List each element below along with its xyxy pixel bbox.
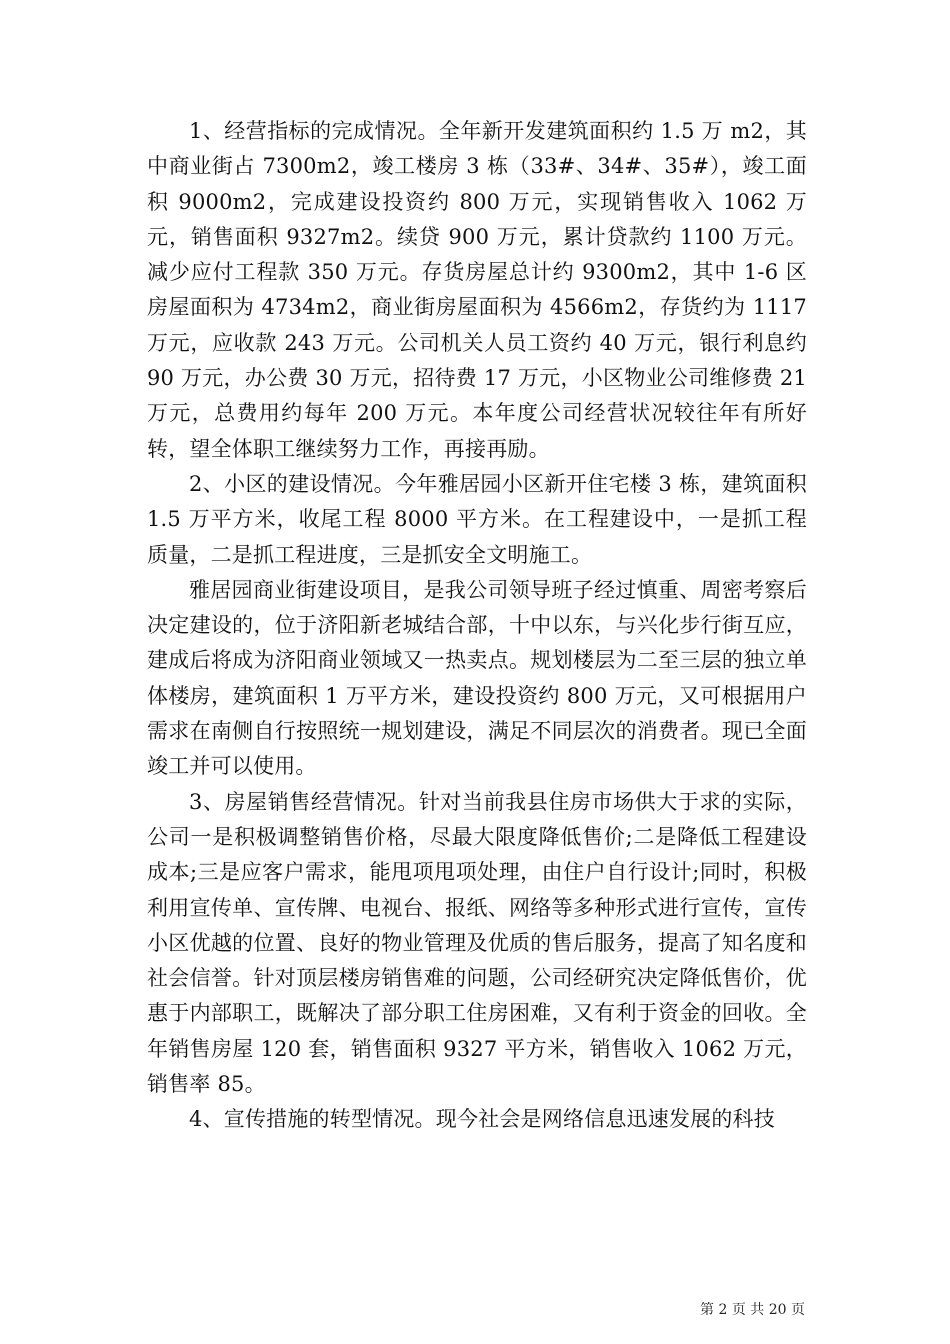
paragraph-operating-indicators: 1、经营指标的完成情况。全年新开发建筑面积约 1.5 万 m2，其中商业街占 7300m2，竣工楼房 3 栋（33#、34#、35#），竣工面积 9000m2，完成建设投资约 800 万元，实现销售收入 1062 万元，销售面积 9327m2。续贷 900 万元，累计贷款约 1100 万元。减少应付工程款 350 万元。存货房屋总计约 9300m2，其中 1-6 区房屋面积为 4734m2，商业街房屋面积为 4566m2，存货约为 1117 万元，应收款 243 万元。公司机关人员工资约 40 万元，银行利息约 90 万元，办公费 30 万元，招待费 17 万元，小区物业公司维修费 21 万元，总费用约每年 200 万元。本年度公司经营状况较往年有所好转，望全体职工继续努力工作，再接再励。 (147, 119, 807, 461)
page-number-footer: 第 2 页 共 20 页 (700, 1302, 805, 1318)
paragraph-commercial-street-project: 雅居园商业街建设项目，是我公司领导班子经过慎重、周密考察后决定建设的，位于济阳新老城结合部，十中以东，与兴化步行街互应，建成后将成为济阳商业领域又一热卖点。规划楼层为二至三层的独立单体楼房，建筑面积 1 万平方米，建设投资约 800 万元，又可根据用户需求在南侧自行按照统一规划建设，满足不同层次的消费者。现已全面竣工并可以使用。 (147, 577, 807, 779)
paragraph-publicity-transformation: 4、宣传措施的转型情况。现今社会是网络信息迅速发展的科技 (189, 1107, 775, 1132)
paragraph-housing-sales: 3、房屋销售经营情况。针对当前我县住房市场供大于求的实际，公司一是积极调整销售价格，尽最大限度降低售价;二是降低工程建设成本;三是应客户需求，能甩项甩项处理，由住户自行设计;同时，积极利用宣传单、宣传牌、电视台、报纸、网络等多种形式进行宣传，宣传小区优越的位置、良好的物业管理及优质的售后服务，提高了知名度和社会信誉。针对顶层楼房销售难的问题，公司经研究决定降低售价，优惠于内部职工，既解决了部分职工住房困难，又有利于资金的回收。全年销售房屋 120 套，销售面积 9327 平方米，销售收入 1062 万元，销售率 85。 (147, 789, 807, 1097)
document-body (147, 114, 807, 1138)
paragraph-community-construction: 2、小区的建设情况。今年雅居园小区新开住宅楼 3 栋，建筑面积 1.5 万平方米，收尾工程 8000 平方米。在工程建设中，一是抓工程质量，二是抓工程进度，三是抓安全文明施工。 (147, 471, 807, 567)
